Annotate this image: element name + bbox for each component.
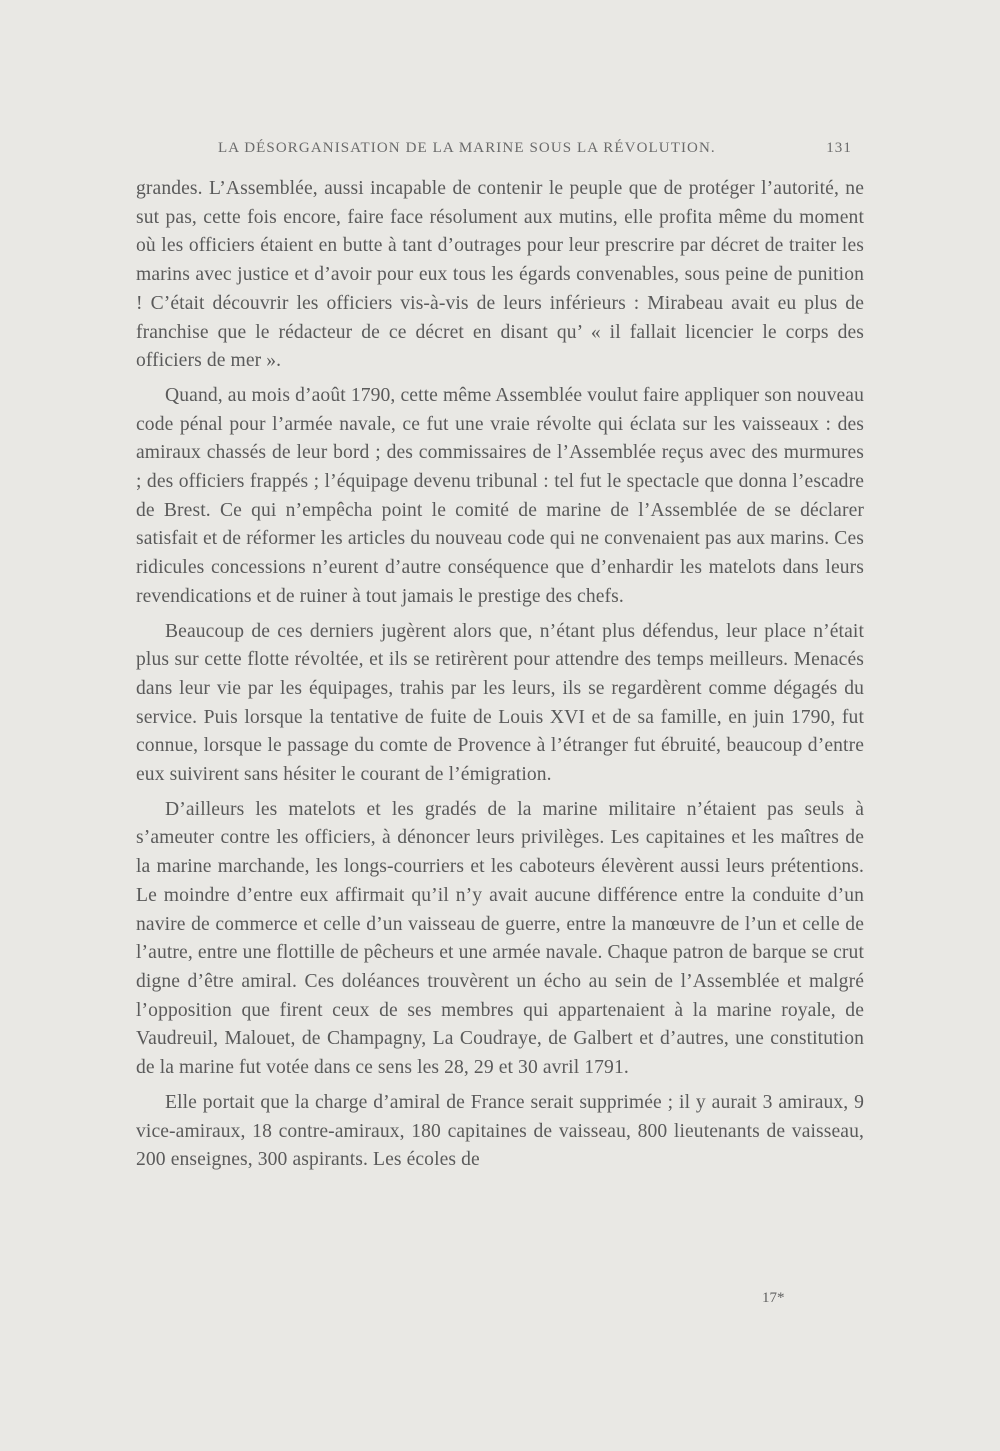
page-number: 131 [826,140,852,156]
paragraph: Elle portait que la charge d’amiral de France serait supprimée ; il y aurait 3 amiraux, 9 vice-amiraux, 18 contre-amiraux, 180 capitaines de vaisseau, 800 lieutenants de vaisseau, 200 enseignes, 300 aspirants. Les écoles de [136,1091,864,1171]
running-title: LA DÉSORGANISATION DE LA MARINE SOUS LA RÉVOLUTION. [218,140,716,156]
running-head [140,140,862,164]
paragraph: D’ailleurs les matelots et les gradés de la marine militaire n’étaient pas seuls à s’ameuter contre les officiers, à dénoncer leurs privilèges. Les capitaines et les maîtres de la marine marchande, les longs-courriers et les caboteurs élevèrent aussi leurs prétentions. Le moindre d’entre eux affirmait qu’il n’y avait aucune différence entre la conduite d’un navire de commerce et celle d’un vaisseau de guerre, entre la manœuvre de l’un et celle de l’autre, entre une flottille de pêcheurs et une armée navale. Chaque patron de barque se crut digne d’être amiral. Ces doléances trouvèrent un écho au sein de l’Assemblée et malgré l’opposition que firent ceux de ses membres qui appartenaient à la marine royale, de Vaudreuil, Malouet, de Champagny, La Coudraye, de Galbert et d’autres, une constitution de la marine fut votée dans ce sens les 28, 29 et 30 avril 1791. [136,798,864,1079]
paragraph: Quand, au mois d’août 1790, cette même Assemblée voulut faire appliquer son nouveau code pénal pour l’armée navale, ce fut une vraie révolte qui éclata sur les vaisseaux : des amiraux chassés de leur bord ; des commissaires de l’Assemblée reçus avec des murmures ; des officiers frappés ; l’équipage devenu tribunal : tel fut le spectacle que donna l’escadre de Brest. Ce qui n’empêcha point le comité de marine de l’Assemblée de se déclarer satisfait et de réformer les articles du nouveau code qui ne convenaient pas aux marins. Ces ridicules concessions n’eurent d’autre conséquence que d’enhardir les matelots dans leurs revendications et de ruiner à tout jamais le prestige des chefs. [136,384,864,607]
signature-mark: 17* [762,1290,785,1306]
body-text [136,175,864,1175]
paragraph: Beaucoup de ces derniers jugèrent alors que, n’étant plus défendus, leur place n’était plus sur cette flotte révoltée, et ils se retirèrent pour attendre des temps meilleurs. Menacés dans leur vie par les équipages, trahis par les leurs, ils se regardèrent comme dégagés du service. Puis lorsque la tentative de fuite de Louis XVI et de sa famille, en juin 1790, fut connue, lorsque le passage du comte de Provence à l’étranger fut ébruité, beaucoup d’entre eux suivirent sans hésiter le courant de l’émigration. [136,620,864,786]
paragraph-continued: grandes. L’Assemblée, aussi incapable de contenir le peuple que de protéger l’autorité, ne sut pas, cette fois encore, faire face résolument aux mutins, elle profita même du moment où les officiers étaient en butte à tant d’outrages pour leur prescrire par décret de traiter les marins avec justice et d’avoir pour eux tous les égards convenables, sous peine de punition ! C’était découvrir les officiers vis-à-vis de leurs inférieurs : Mirabeau avait eu plus de franchise que le rédacteur de ce décret en disant qu’ « il fallait licencier le corps des officiers de mer ». [136,178,864,372]
